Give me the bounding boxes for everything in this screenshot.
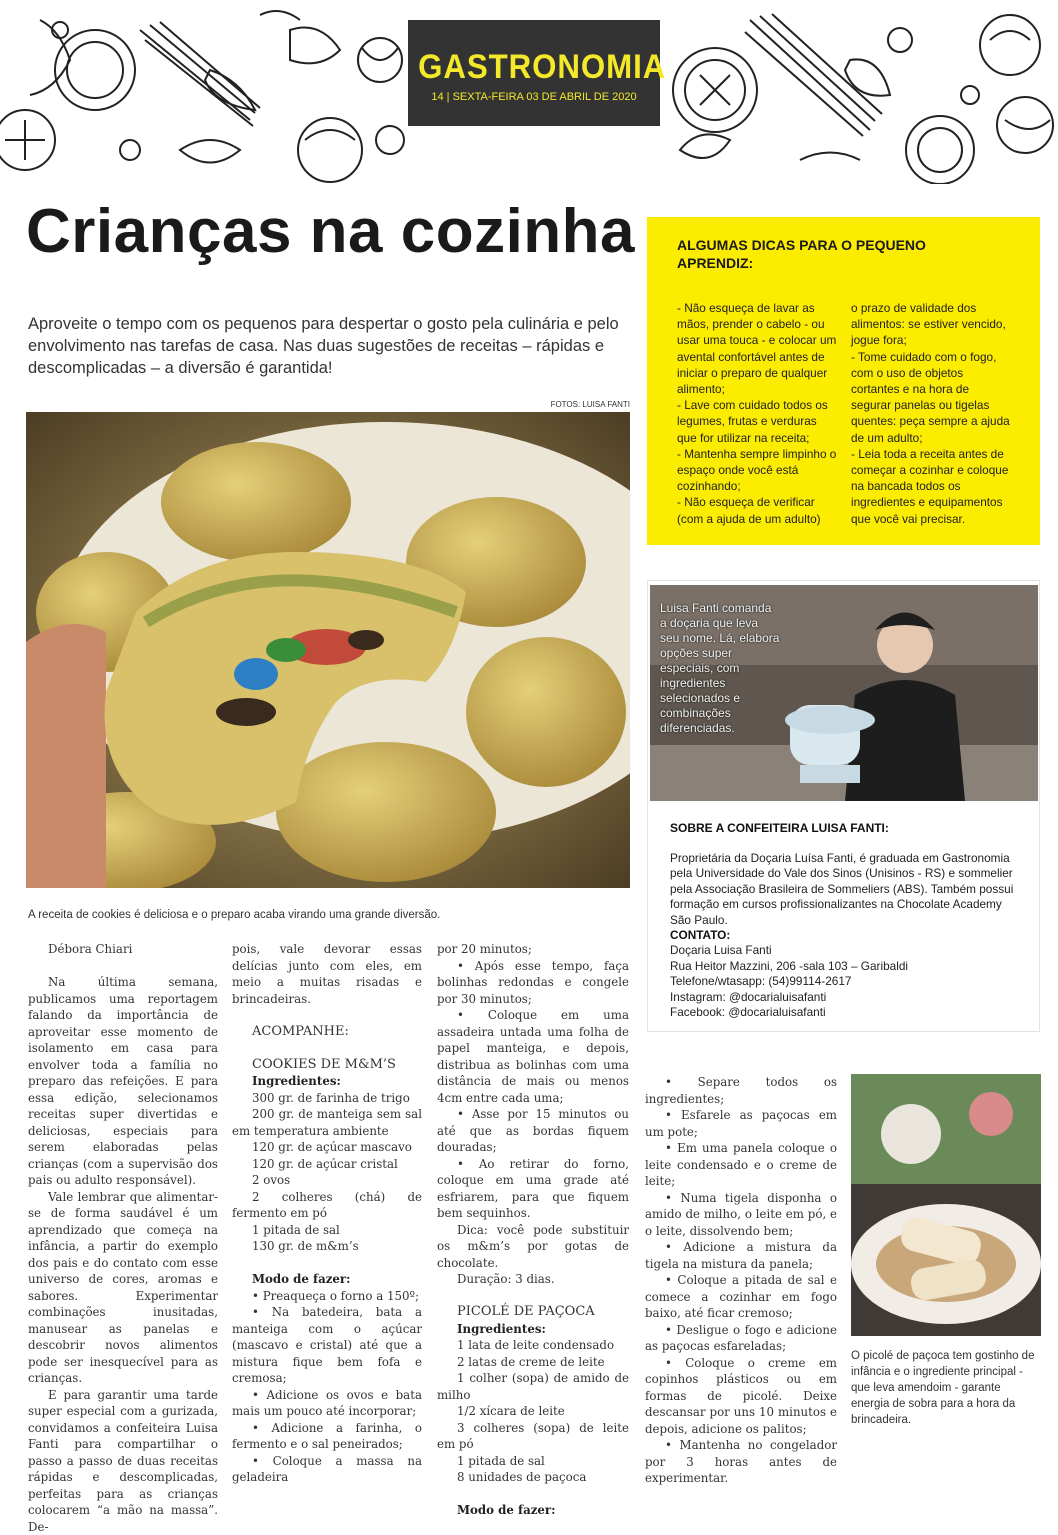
method-label: Modo de fazer:: [232, 1271, 422, 1288]
method-label: Modo de fazer:: [437, 1502, 629, 1519]
method-step: • Separe todos os ingredientes;: [645, 1074, 837, 1107]
ingredients-label: Ingredientes:: [232, 1073, 422, 1090]
ingredient: 1 lata de leite condensado: [437, 1337, 629, 1354]
tips-title: ALGUMAS DICAS PARA O PEQUENO APRENDIZ:: [677, 236, 977, 272]
method-step: • Adicione os ovos e bata mais um pouco até incorporar;: [232, 1387, 422, 1420]
ingredient: 1 pitada de sal: [437, 1453, 629, 1470]
recipe-title: COOKIES DE M&M’S: [232, 1057, 422, 1074]
tip-item: - Mantenha sempre limpinho o espaço onde você está cozinhando;: [677, 446, 837, 495]
main-photo-caption: A receita de cookies é deliciosa e o preparo acaba virando uma grande diversão.: [28, 909, 440, 921]
ingredient: 3 colheres (sopa) de leite em pó: [437, 1420, 629, 1453]
tip-item: - Tome cuidado com o fogo, com o uso de objetos cortantes e na hora de segurar panelas ou tigelas quentes: peça sempre a ajuda de um adulto;: [851, 349, 1011, 446]
about-paragraph: Proprietária da Doçaria Luísa Fanti, é graduada em Gastronomia pela Universidade do Vale dos Sinos (Unisinos - RS) e sommelier pela Associação Brasileira de Sommeliers (ABS). Também possui formação em cursos profissionalizantes na Chocolate Academy São Paulo.: [670, 851, 1025, 928]
body-column-2: [232, 941, 422, 1486]
duration-text: Duração: 3 dias.: [437, 1271, 629, 1288]
body-paragraph: E para garantir uma tarde super especial com a gurizada, convidamos a confeiteira Luisa Fanti para compartilhar o passo a passo de duas receitas rápidas e descomplicadas, perfeitas para as crianças colocarem “a mão na massa”. De-: [28, 1387, 218, 1535]
method-step: • Adicione a mistura da tigela na mistura da panela;: [645, 1239, 837, 1272]
method-step: • Asse por 15 minutos ou até que as bordas fiquem douradas;: [437, 1106, 629, 1156]
issue-line: 14 | SEXTA-FEIRA 03 DE ABRIL DE 2020: [408, 91, 660, 103]
recipe-title: PICOLÉ DE PAÇOCA: [437, 1304, 629, 1321]
method-step: • Mantenha no congelador por 3 horas antes de experimentar.: [645, 1437, 837, 1487]
method-step: • Coloque a massa na geladeira: [232, 1453, 422, 1486]
ingredients-label: Ingredientes:: [437, 1321, 629, 1338]
tip-text: Dica: você pode substituir os m&m’s por gotas de chocolate.: [437, 1222, 629, 1272]
tips-box: [647, 217, 1040, 545]
ingredient: 1 colher (sopa) de amido de milho: [437, 1370, 629, 1403]
method-step: • Em uma panela coloque o leite condensado e o creme de leite;: [645, 1140, 837, 1190]
section-header: [408, 20, 660, 126]
tip-item: - Não esqueça de verificar (com a ajuda de um adulto): [677, 494, 837, 526]
ingredient: 120 gr. de açúcar cristal: [232, 1156, 422, 1173]
ingredient: 130 gr. de m&m’s: [232, 1238, 422, 1255]
tip-item: - Lave com cuidado todos os legumes, frutas e verduras que for utilizar na receita;: [677, 397, 837, 446]
tip-item: - Leia toda a receita antes de começar a cozinhar e coloque na bancada todos os ingredientes e equipamentos que você vai precisar.: [851, 446, 1011, 527]
tip-item: o prazo de validade dos alimentos: se estiver vencido, jogue fora;: [851, 300, 1011, 349]
ingredient: 300 gr. de farinha de trigo: [232, 1090, 422, 1107]
ingredient: 200 gr. de manteiga sem sal em temperatura ambiente: [232, 1106, 422, 1139]
standfirst: Aproveite o tempo com os pequenos para despertar o gosto pela culinária e pelo envolvimento nas tarefas de casa. Nas duas sugestões de receitas – rápidas e descomplicadas – a diversão é garantida!: [28, 313, 628, 379]
method-step: • Preaqueça o forno a 150º;: [232, 1288, 422, 1305]
ingredient: 1 pitada de sal: [232, 1222, 422, 1239]
method-step: por 20 minutos;: [437, 941, 629, 958]
ingredient: 2 latas de creme de leite: [437, 1354, 629, 1371]
about-title: SOBRE A CONFEITEIRA LUISA FANTI:: [670, 821, 889, 835]
tip-item: - Não esqueça de lavar as mãos, prender o cabelo - ou usar uma touca - e colocar um avental confortável antes de iniciar o preparo de qualquer alimento;: [677, 300, 837, 397]
about-text: [670, 851, 1025, 1020]
author: Débora Chiari: [28, 941, 218, 958]
body-column-1: [28, 941, 218, 1535]
body-column-4: [645, 1074, 837, 1487]
tips-column-1: [677, 300, 837, 527]
tips-column-2: [851, 300, 1011, 527]
method-step: • Adicione a farinha, o fermento e o sal peneirados;: [232, 1420, 422, 1453]
headline: Crianças na cozinha: [26, 196, 635, 267]
method-step: • Numa tigela disponha o amido de milho, o leite em pó, e o leite, dissolvendo bem;: [645, 1190, 837, 1240]
method-step: • Ao retirar do forno, coloque em uma grade até esfriarem, para que fiquem bem sequinhos.: [437, 1156, 629, 1222]
cookies-photo: [26, 412, 630, 888]
method-step: • Coloque o creme em copinhos plásticos ou em formas de picolé. Deixe descansar por uns 10 minutos e depois, adicione os palitos;: [645, 1355, 837, 1438]
contact-line: Facebook: @docarialuisafanti: [670, 1005, 1025, 1020]
popsicle-caption: O picolé de paçoca tem gostinho de infância e o ingrediente principal - que leva amendoim - garante energia de sobra para a hora da brincadeira.: [851, 1348, 1041, 1428]
ingredient: 2 ovos: [232, 1172, 422, 1189]
ingredient: 1/2 xícara de leite: [437, 1403, 629, 1420]
photo-credit: FOTOS: LUISA FANTI: [480, 400, 630, 409]
method-step: • Após esse tempo, faça bolinhas redondas e congele por 30 minutos;: [437, 958, 629, 1008]
chef-photo-caption: Luisa Fanti comanda a doçaria que leva seu nome. Lá, elabora opções super especiais, com ingredientes selecionados e combinações diferenciadas.: [660, 601, 780, 736]
body-paragraph: Vale lembrar que alimentar-se de forma saudável é um aprendizado que começa na infância, a partir do exemplo dos pais e do contato com esse universo de cores, aromas e sabores. Experimentar combinações inusitadas, manusear as panelas e descobrir novos alimentos pode ser inesquecível para as crianças.: [28, 1189, 218, 1387]
method-step: • Coloque em uma assadeira untada uma folha de papel manteiga, e depois, distribua as bolinhas com uma distância de mais ou menos 4cm entre cada uma;: [437, 1007, 629, 1106]
contact-line: Rua Heitor Mazzini, 206 -sala 103 – Garibaldi: [670, 959, 1025, 974]
popsicle-photo: [851, 1074, 1041, 1336]
contact-label: CONTATO:: [670, 928, 730, 942]
body-paragraph: Na última semana, publicamos uma reportagem falando da importância de aproveitar esse momento de isolamento em casa para envolver toda a família no preparo das refeições. E para essa edição, selecionamos receitas super divertidas e deliciosas, especiais para serem elaboradas pelas crianças (com a supervisão dos pais ou adulto responsável).: [28, 974, 218, 1189]
method-step: • Esfarele as paçocas em um pote;: [645, 1107, 837, 1140]
contact-line: Doçaria Luisa Fanti: [670, 943, 1025, 958]
body-column-3: [437, 941, 629, 1519]
contact-line: Telefone/wtasapp: (54)99114-2617: [670, 974, 1025, 989]
ingredient: 2 colheres (chá) de fermento em pó: [232, 1189, 422, 1222]
acompanhe-heading: ACOMPANHE:: [232, 1024, 422, 1041]
section-title: GASTRONOMIA: [418, 48, 650, 87]
method-step: • Desligue o fogo e adicione as paçocas esfareladas;: [645, 1322, 837, 1355]
ingredient: 120 gr. de açúcar mascavo: [232, 1139, 422, 1156]
ingredient: 8 unidades de paçoca: [437, 1469, 629, 1486]
method-step: • Coloque a pitada de sal e comece a cozinhar em fogo baixo, até ficar cremoso;: [645, 1272, 837, 1322]
body-paragraph: pois, vale devorar essas delícias junto com eles, em meio a muitas risadas e brincadeiras.: [232, 941, 422, 1007]
contact-line: Instagram: @docarialuisafanti: [670, 990, 1025, 1005]
method-step: • Na batedeira, bata a manteiga com o açúcar (mascavo e cristal) até que a mistura fique bem fofa e cremosa;: [232, 1304, 422, 1387]
